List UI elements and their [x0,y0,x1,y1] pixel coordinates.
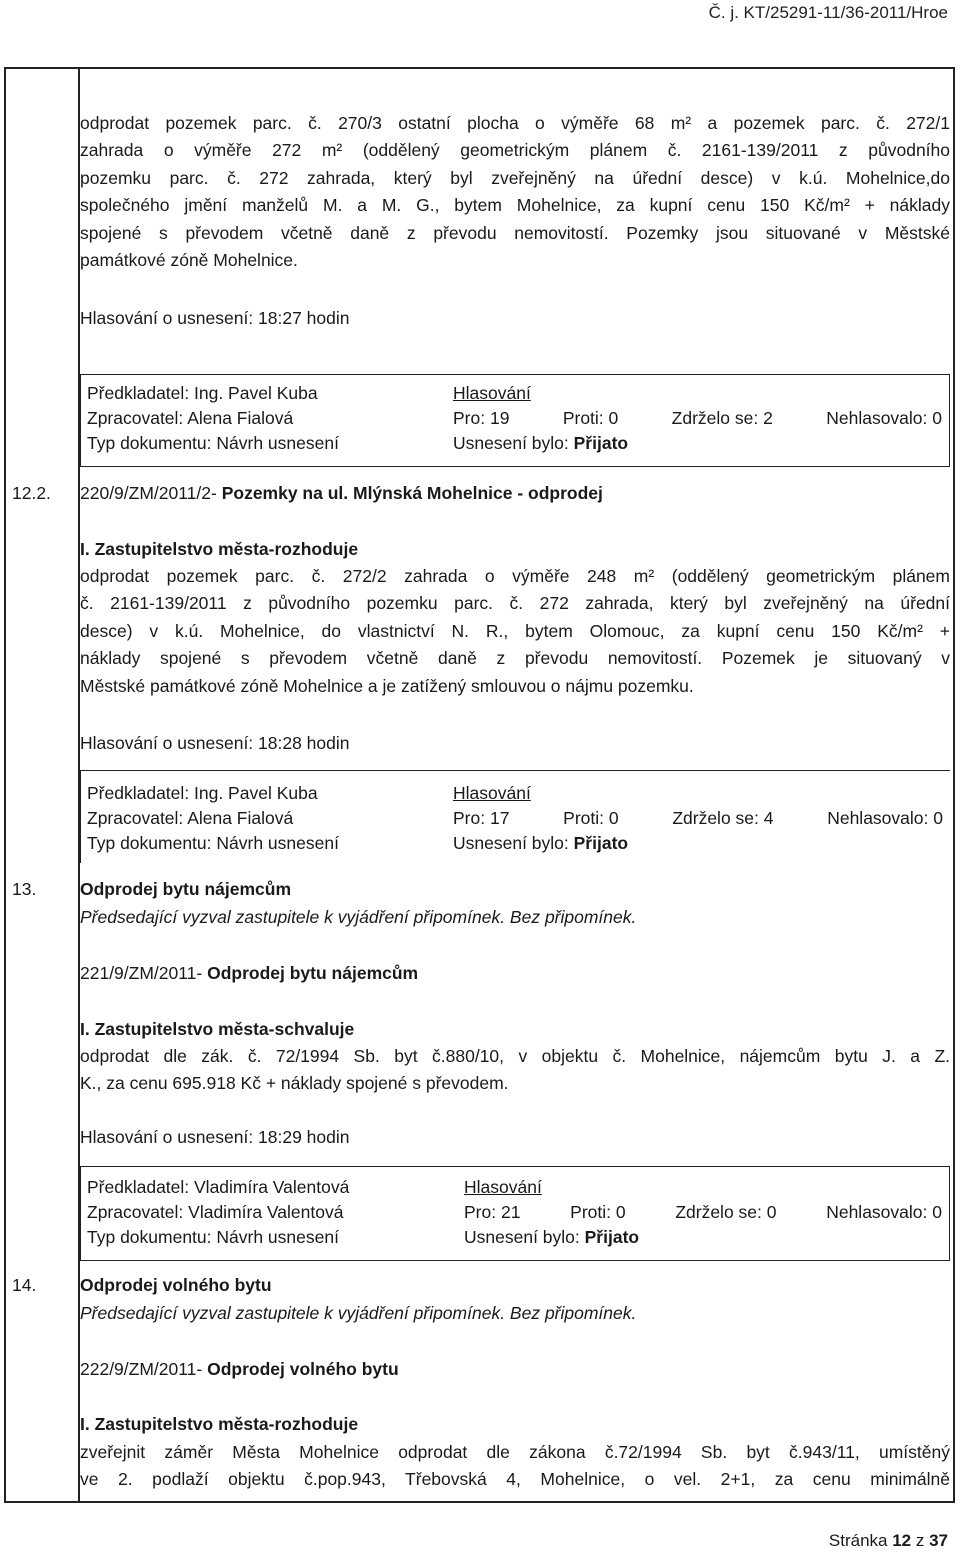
vote-box [80,374,950,467]
text-line: ve 2. podlaží objektu č.pop.943, Třebovská 4, Mohelnice, o vel. 2+1, za cenu minimálně [80,1469,950,1490]
vote-pro: Pro: 21 [464,1202,521,1222]
resolution-heading [80,1356,399,1383]
text-line: náklady spojené s převodem včetně daně z převodu nemovitostí. Pozemek je situovaný v [80,648,950,669]
vote-counts [453,808,943,829]
vote-result [453,833,628,854]
chair-note: Předsedající vyzval zastupitele k vyjádření připomínek. Bez připomínek. [80,1303,637,1323]
text-line: č. 2161-139/2011 z původního pozemku parc. č. 272 zahrada, který byl zveřejněný na úřední [80,593,950,614]
vote-counts [464,1202,942,1223]
vote-proti: Proti: 0 [570,1202,626,1222]
footer-page: 12 [892,1531,912,1550]
result-value: Přijato [584,1227,640,1247]
vote-counts [453,408,942,429]
vote-pro: Pro: 17 [453,808,510,828]
predkladatel: Předkladatel: Vladimíra Valentová [87,1177,350,1197]
text-line: Městské památkové zóně Mohelnice a je zatížený smlouvou o nájmu pozemku. [80,675,694,696]
document-type: Typ dokumentu: Návrh usnesení [87,1227,339,1247]
document-reference: Č. j. KT/25291-11/36-2011/Hroe [708,3,948,22]
predkladatel: Předkladatel: Ing. Pavel Kuba [87,783,318,803]
vote-box [80,770,950,863]
text-line: odprodat pozemek parc. č. 270/3 ostatní plocha o výměře 68 m² a pozemek parc. č. 272/1 [80,113,950,133]
item-ref: 220/9/ZM/2011/2- [80,483,222,503]
item-title: Pozemky na ul. Mlýnská Mohelnice - odprodej [221,483,603,503]
vote-result [464,1227,639,1248]
zpracovatel: Zpracovatel: Alena Fialová [87,408,294,428]
item-number: 12.2. [12,483,51,503]
decision-heading: I. Zastupitelstvo města-rozhoduje [80,1414,359,1434]
text-line: společného jmění manželů M. a M. G., bytem Mohelnice, za kupní cenu 150 Kč/m² + náklady [80,195,950,216]
item-title: Odprodej bytu nájemcům [80,879,291,899]
block1-text [80,110,950,274]
text-line: odprodat pozemek parc. č. 272/2 zahrada o výměře 248 m² (oddělený geometrickým plánem [80,566,950,586]
item12-text [80,563,950,700]
vote-time: Hlasování o usnesení: 18:27 hodin [80,308,350,328]
vote-box [80,1166,950,1261]
zpracovatel: Zpracovatel: Alena Fialová [87,808,294,828]
resolution-title: Odprodej bytu nájemcům [207,963,419,983]
item-title: Odprodej volného bytu [80,1275,272,1295]
vote-heading: Hlasování [453,783,531,803]
vote-zdrzelo: Zdrželo se: 0 [675,1202,777,1222]
item13-text [80,1043,950,1098]
text-line: pozemku parc. č. 272 zahrada, který byl zveřejněný na úřední desce) v k.ú. Mohelnice,do [80,167,950,188]
decision-heading: I. Zastupitelstvo města-rozhoduje [80,539,359,559]
resolution-ref: 222/9/ZM/2011- [80,1359,208,1379]
vote-nehlasovalo: Nehlasovalo: 0 [826,1202,942,1222]
vote-proti: Proti: 0 [563,808,619,828]
footer-total: 37 [929,1531,948,1550]
predkladatel: Předkladatel: Ing. Pavel Kuba [87,383,318,403]
vote-zdrzelo: Zdrželo se: 2 [671,408,773,428]
item-number: 14. [12,1275,37,1295]
vote-heading: Hlasování [453,383,531,403]
zpracovatel: Zpracovatel: Vladimíra Valentová [87,1202,344,1222]
decision-heading: I. Zastupitelstvo města-schvaluje [80,1019,355,1039]
result-label: Usnesení bylo: [453,433,574,453]
text-line: zveřejnit záměr Města Mohelnice odprodat dle zákona č.72/1994 Sb. byt č.943/11, umístěný [80,1442,950,1462]
vote-nehlasovalo: Nehlasovalo: 0 [826,408,942,428]
vote-heading: Hlasování [464,1177,542,1197]
item-heading [80,480,603,507]
resolution-title: Odprodej volného bytu [207,1359,399,1379]
result-value: Přijato [573,833,629,853]
footer-sep: z [911,1531,930,1550]
item-number: 13. [12,879,37,899]
text-line: desce) v k.ú. Mohelnice, do vlastnictví N. R., bytem Olomouc, za kupní cenu 150 Kč/m² + [80,620,950,641]
chair-note: Předsedající vyzval zastupitele k vyjádření připomínek. Bez připomínek. [80,907,637,927]
vote-proti: Proti: 0 [562,408,619,428]
vote-pro: Pro: 19 [453,408,510,428]
document-type: Typ dokumentu: Návrh usnesení [87,433,339,453]
resolution-heading [80,960,418,987]
vote-zdrzelo: Zdrželo se: 4 [672,808,774,828]
result-label: Usnesení bylo: [464,1227,585,1247]
text-line: K., za cenu 695.918 Kč + náklady spojené s převodem. [80,1073,509,1094]
text-line: spojené s převodem včetně daně z převodu nemovitostí. Pozemky jsou situované v Městské [80,222,950,243]
result-value: Přijato [573,433,629,453]
item14-text [80,1439,950,1494]
result-label: Usnesení bylo: [453,833,574,853]
vote-time: Hlasování o usnesení: 18:28 hodin [80,733,350,753]
page-footer [829,1531,948,1551]
text-line: památkové zóně Mohelnice. [80,250,298,271]
footer-label: Stránka [828,1531,893,1550]
text-line: zahrada o výměře 272 m² (oddělený geometrickým plánem č. 2161-139/2011 z původního [80,140,950,161]
resolution-ref: 221/9/ZM/2011- [80,963,208,983]
vote-time: Hlasování o usnesení: 18:29 hodin [80,1127,350,1147]
vote-result [453,433,628,454]
document-type: Typ dokumentu: Návrh usnesení [87,833,339,853]
vote-nehlasovalo: Nehlasovalo: 0 [827,808,943,828]
text-line: odprodat dle zák. č. 72/1994 Sb. byt č.880/10, v objektu č. Mohelnice, nájemcům bytu J. a Z. [80,1046,950,1066]
